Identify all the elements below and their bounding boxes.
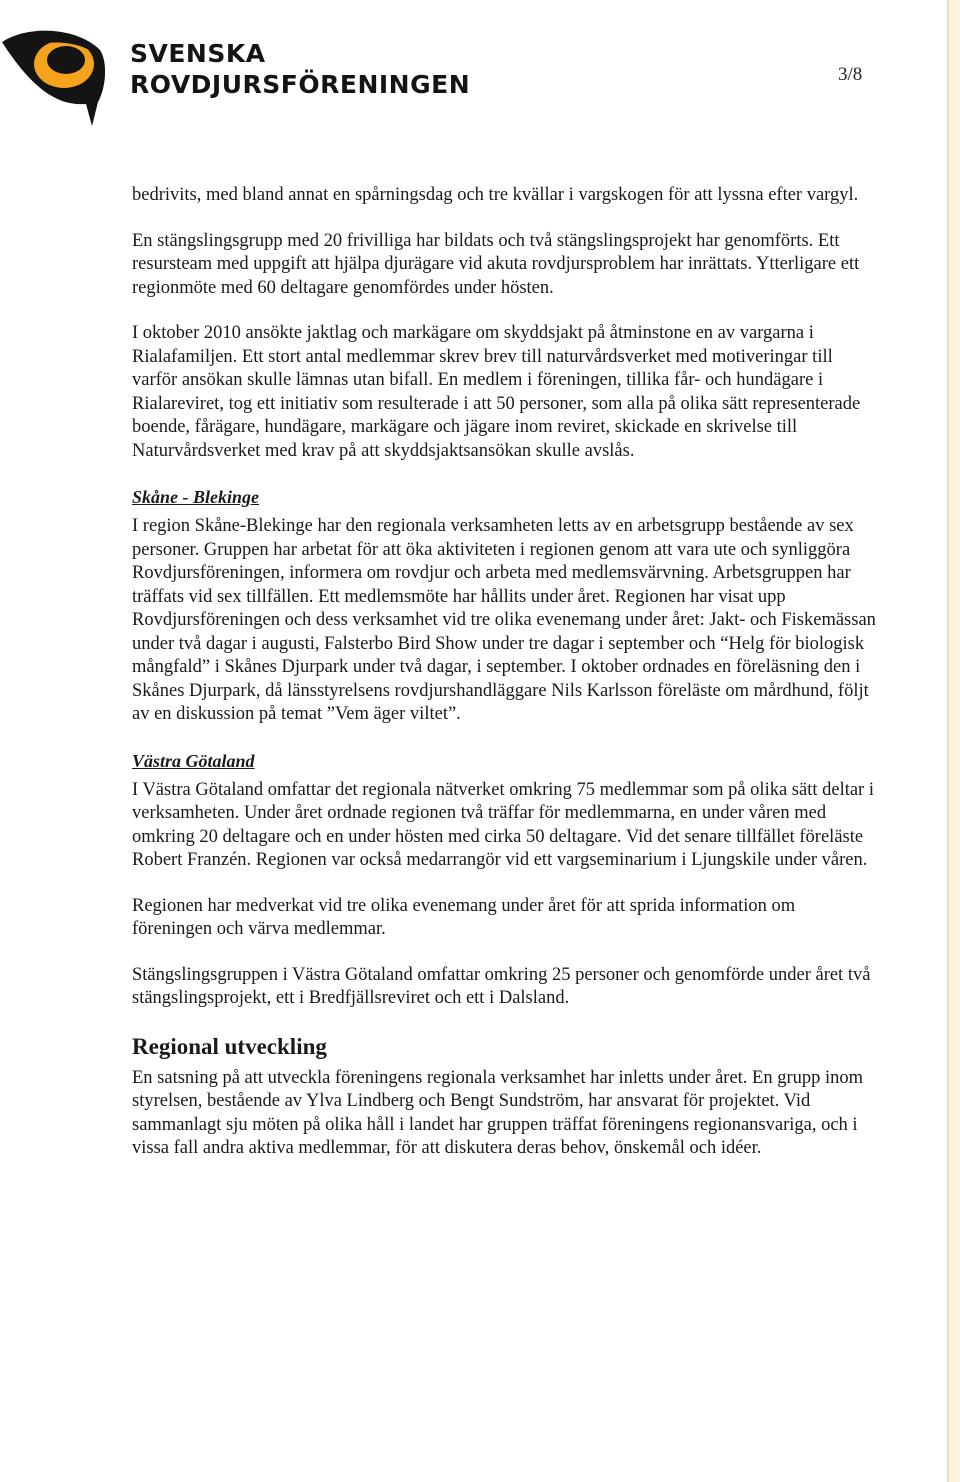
- wordmark-line-1: SVENSKA: [130, 39, 266, 68]
- page-header: [0, 0, 940, 140]
- paragraph-skyddsjakt: I oktober 2010 ansökte jaktlag och markägare om skyddsjakt på åtminstone en av vargarna i Rialafamiljen. Ett stort antal medlemmar skrev brev till naturvårdsverket med motiveringar till varför ansökan skulle lämnas utan bifall. En medlem i föreningen, tillika får- och hundägare i Rialareviret, tog ett initiativ som resulterade i att 50 personer, som alla på olika sätt representerade boende, fårägare, hundägare, markägare och jägare inom reviret, skickade en skrivelse till Naturvårdsverket med krav på att skyddsjaktsansökan skulle avslås.: [132, 323, 861, 461]
- paragraph-vargyl: bedrivits, med bland annat en spårningsdag och tre kvällar i vargskogen för att lyssna efter vargyl.: [132, 185, 859, 205]
- paragraph-vastra-gotaland-network: I Västra Götaland omfattar det regionala nätverket omkring 75 medlemmar som på olika sätt deltar i verksamheten. Under året ordnade regionen två träffar för medlemmarna, en under våren med omkring 20 deltagare och en under hösten med cirka 50 deltagare. Vid det senare tillfället föreläste Robert Franzén. Regionen var också medarrangör vid ett vargseminarium i Ljungskile under våren.: [132, 779, 874, 870]
- paragraph-vastra-gotaland-fencing: Stängslingsgruppen i Västra Götaland omfattar omkring 25 personer och genomförde under året två stängslingsprojekt, ett i Bredfjällsreviret och ett i Dalsland.: [132, 964, 871, 1008]
- eye-logo-icon: [0, 28, 110, 128]
- paragraph-regional-utveckling: En satsning på att utveckla föreningens regionala verksamhet har inletts under året. En grupp inom styrelsen, bestående av Ylva Lindberg och Bengt Sundström, har ansvarat för projektet. Vid sammanlagt sju möten på olika håll i landet har gruppen träffat föreningens regionansvariga, och i vissa fall andra aktiva medlemmar, för att diskutera deras behov, önskemål och idéer.: [132, 1067, 864, 1158]
- page-number: 3/8: [838, 64, 863, 85]
- paragraph-vastra-gotaland-events: Regionen har medverkat vid tre olika evenemang under året för att sprida information om föreningen och värva medlemmar.: [132, 895, 796, 939]
- heading-regional-utveckling: Regional utveckling: [132, 1033, 327, 1059]
- document-body: [132, 184, 877, 1161]
- heading-vastra-gotaland: Västra Götaland: [132, 750, 255, 771]
- wordmark-line-2: ROVDJURSFÖRENINGEN: [130, 70, 471, 99]
- heading-skane-blekinge: Skåne - Blekinge: [132, 487, 260, 507]
- paragraph-stangsling: En stängslingsgrupp med 20 frivilliga har bildats och två stängslingsprojekt har genomförts. Ett resursteam med uppgift att hjälpa djurägare vid akuta rovdjursproblem har inrättats. Ytterligare ett regionmöte med 60 deltagare genomfördes under hösten.: [132, 230, 860, 298]
- organization-wordmark: [130, 38, 470, 100]
- paragraph-skane-blekinge: I region Skåne-Blekinge har den regionala verksamheten letts av en arbetsgrupp bestående av sex personer. Gruppen har arbetat för att öka aktiviteten i regionen genom att vara ute och synliggöra Rovdjursföreningen, informera om rovdjur och arbeta med medlemsvärvning. Arbetsgruppen har träffats vid sex tillfällen. Ett medlemsmöte har hållits under året. Regionen har visat upp Rovdjursföreningen och dess verksamhet vid tre olika evenemang under året: Jakt- och Fiskemässan under två dagar i augusti, Falsterbo Bird Show under tre dagar i september och “Helg för biologisk mångfald” i Skånes Djurpark under två dagar, i september. I oktober ordnades en föreläsning den i Skånes Djurpark, då länsstyrelsens rovdjurshandläggare Nils Karlsson föreläste om mårdhund, följt av en diskussion på temat ”Vem äger viltet”.: [132, 516, 876, 724]
- page-edge-strip: [947, 0, 960, 1482]
